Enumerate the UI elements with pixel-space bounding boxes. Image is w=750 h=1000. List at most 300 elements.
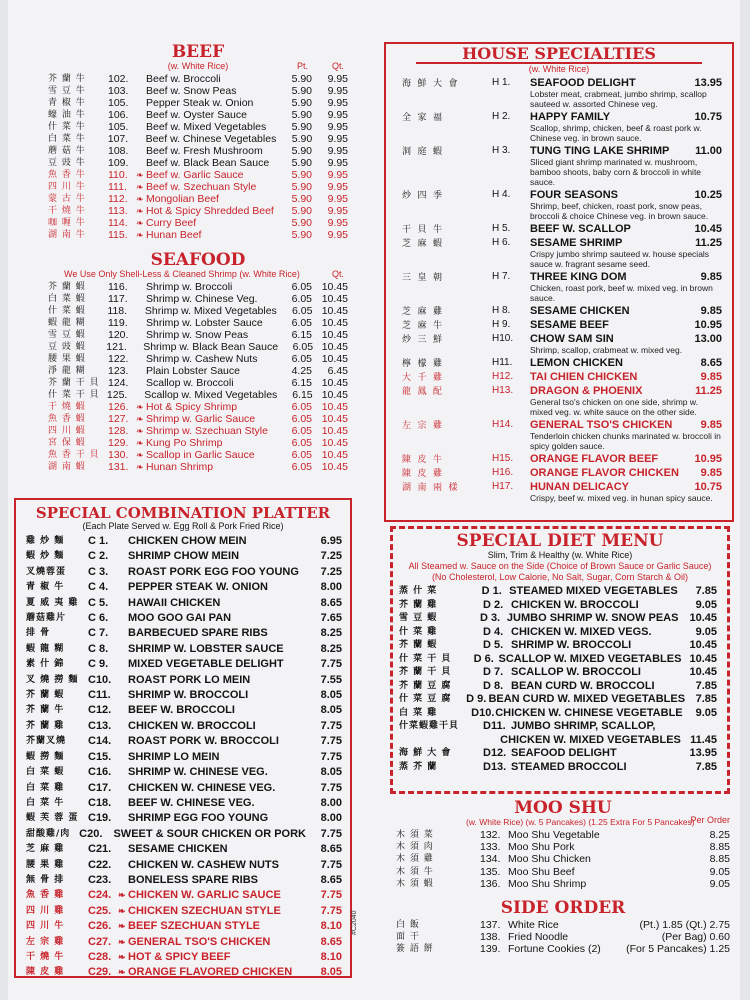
item-number: H13. [492, 385, 514, 396]
item-name: HOT & SPICY BEEF [128, 950, 231, 963]
item-name: SHRIMP W. BROCCOLI [511, 639, 632, 651]
beef-item [48, 217, 348, 229]
item-price: 10.45 [689, 652, 717, 665]
item-price-pint: 6.05 [291, 413, 312, 425]
item-chinese-name: 木 須 菜 [396, 830, 434, 840]
item-chinese-name: 素 什 錦 [26, 659, 65, 670]
item-name: Beef w. Oyster Sauce [146, 109, 247, 121]
item-number: D 9. [466, 693, 487, 705]
item-chinese-name: 四 川 雞 [26, 905, 65, 916]
item-chinese-name: 芝 麻 牛 [402, 320, 445, 330]
item-price: 9.05 [695, 706, 717, 719]
item-price-pint: 6.15 [291, 377, 312, 389]
combo-subtitle: (Each Plate Served w. Egg Roll & Pork Fried Rice) [82, 521, 284, 531]
beef-item [48, 73, 348, 85]
item-price: 11.25 [695, 237, 722, 249]
item-price: 9.05 [709, 877, 730, 890]
item-title-row [530, 111, 722, 123]
item-price-quart: 10.45 [321, 293, 348, 305]
house-item [402, 145, 722, 187]
item-number: C26. [88, 920, 112, 933]
item-price-pint: 5.90 [291, 85, 312, 97]
item-chinese-name: 炒 四 季 [402, 190, 445, 200]
item-name: SESAME CHICKEN [128, 843, 228, 856]
item-name: CHICKEN W. BROCCOLI [511, 598, 639, 611]
item-chinese-name: 蠔 油 牛 [48, 110, 86, 120]
item-name: BEAN CURD W. MIXED VEGETABLES [488, 693, 686, 705]
item-chinese-name: 青 椒 牛 [48, 98, 86, 108]
item-price-pint: 5.90 [291, 181, 312, 193]
diet-item [399, 639, 717, 653]
combo-item [26, 719, 342, 734]
item-chinese-name: 蝦 芙 蓉 蛋 [26, 813, 79, 824]
seafood-item [48, 317, 348, 329]
item-number: C16. [88, 766, 112, 779]
beef-item [48, 133, 348, 145]
diet-item [399, 680, 717, 694]
item-description: Sliced giant shrimp marinated w. mushroom, bamboo shoots, baby corn & broccoli in white sauce. [530, 157, 702, 187]
combo-item [26, 827, 342, 842]
item-name: Scallop in Garlic Sauce [146, 449, 255, 461]
item-price: (For 5 Pancakes) 1.25 [626, 943, 730, 956]
house-subtitle: (w. White Rice) [528, 64, 590, 74]
item-title-row [530, 189, 722, 201]
item-number: 106. [108, 109, 129, 121]
combo-item [26, 765, 342, 780]
item-chinese-name: 干 燒 牛 [26, 951, 65, 962]
item-price-quart: 10.45 [321, 461, 348, 473]
item-chinese-name: 大 千 雞 [402, 372, 445, 382]
item-price: 8.85 [709, 841, 730, 854]
house-item [402, 419, 722, 451]
item-name: TUNG TING LAKE SHRIMP [530, 145, 670, 157]
item-price: 7.75 [320, 735, 342, 748]
item-title-row [530, 77, 722, 89]
item-price: 7.75 [320, 904, 342, 917]
item-name: CHICKEN W. CHINESE VEGETABLE [495, 706, 683, 719]
item-chinese-name: 四 川 蝦 [48, 426, 86, 436]
item-price-quart: 10.45 [321, 305, 348, 317]
item-name: CHICKEN W. CASHEW NUTS [128, 858, 279, 871]
item-chinese-name: 湖 南 兩 樣 [402, 482, 460, 492]
item-name: CHICKEN W. CHINESE VEG. [128, 781, 276, 794]
item-name: Moo Shu Vegetable [508, 829, 600, 841]
seafood-list [48, 281, 348, 473]
hot-spicy-icon: ❧ [118, 905, 126, 916]
item-chinese-name: 湖 南 牛 [48, 230, 86, 240]
item-name: SHRIMP CHOW MEIN [128, 550, 240, 563]
item-name: Shrimp w. Snow Peas [146, 329, 249, 341]
item-price-pint: 6.05 [291, 281, 312, 293]
item-price-pint: 6.05 [291, 461, 312, 473]
diet-item [399, 707, 717, 721]
item-title-row [530, 271, 722, 283]
item-name: SHRIMP W. LOBSTER SAUCE [128, 642, 284, 655]
item-number: H11. [492, 357, 513, 368]
combo-item [26, 904, 342, 919]
item-title-row [530, 237, 722, 249]
item-price: 9.85 [700, 467, 722, 479]
seafood-item [48, 281, 348, 293]
item-number: D 2. [483, 598, 504, 611]
item-number: 138. [480, 931, 501, 944]
item-price-quart: 9.95 [327, 145, 348, 157]
item-number: C 3. [88, 565, 109, 578]
item-title-row [530, 305, 722, 317]
item-price: 7.75 [320, 827, 342, 840]
item-price-pint: 5.90 [291, 109, 312, 121]
item-number: C23. [88, 873, 112, 886]
item-name: BEEF W. BROCCOLI [128, 704, 235, 717]
item-price-pint: 4.25 [291, 365, 312, 377]
item-title-row [530, 223, 722, 235]
item-name: CHICKEN W. GARLIC SAUCE [128, 889, 281, 902]
item-price-pint: 5.90 [291, 169, 312, 181]
item-title-row [530, 357, 722, 369]
house-title: HOUSE SPECIALTIES [462, 44, 656, 63]
item-chinese-name: 左 宗 雞 [402, 420, 445, 430]
hot-spicy-icon: ❧ [136, 218, 144, 228]
item-chinese-name: 魚 香 雞 [26, 890, 65, 901]
item-name: Beef w. Fresh Mushroom [146, 145, 263, 157]
combo-item [26, 796, 342, 811]
mooshu-title: MOO SHU [514, 798, 612, 818]
combo-item [26, 596, 342, 611]
combo-item [26, 965, 342, 980]
item-price: 7.75 [320, 889, 342, 902]
item-name: SEAFOOD DELIGHT [511, 747, 617, 759]
item-name: Beef w. Snow Peas [146, 85, 237, 97]
item-price: 8.00 [320, 812, 342, 825]
item-number: C15. [88, 750, 112, 763]
item-chinese-name: 魚 香 蝦 [48, 414, 86, 424]
item-number: C24. [88, 889, 112, 902]
combo-item [26, 858, 342, 873]
item-name: Curry Beef [146, 217, 197, 229]
item-name: HAPPY FAMILY [530, 111, 611, 123]
item-number: H 7. [492, 271, 511, 282]
item-price: 7.65 [320, 612, 342, 625]
diet-item [399, 612, 717, 626]
item-description: Scallop, shrimp, chicken, beef & roast pork w. Chinese veg. in brown sauce. [530, 123, 702, 143]
item-chinese-name: 雪 豆 牛 [48, 86, 86, 96]
item-chinese-name: 雪 豆 蝦 [399, 613, 438, 623]
item-price-quart: 9.95 [327, 217, 348, 229]
item-number: D 5. [483, 639, 504, 651]
item-price: 7.75 [320, 750, 342, 763]
item-price-quart: 9.95 [327, 109, 348, 121]
item-name: DRAGON & PHOENIX [530, 385, 643, 397]
item-name: TAI CHIEN CHICKEN [530, 371, 638, 383]
item-number: 130. [108, 449, 129, 461]
item-name: JUMBO SHRIMP W. SNOW PEAS [506, 612, 679, 624]
hot-spicy-icon: ❧ [136, 462, 144, 472]
house-list [386, 77, 732, 503]
item-price-pint: 5.90 [291, 229, 312, 241]
item-chinese-name: 海 鮮 大 會 [402, 78, 460, 88]
item-name: MIXED VEGETABLE DELIGHT [128, 658, 284, 671]
item-number: D 8. [483, 679, 504, 692]
diet-subtitle-3: (No Cholesterol, Low Calorie, No Salt, Sugar, Corn Starch & Oil) [431, 572, 689, 582]
item-price: 13.00 [694, 333, 722, 345]
item-name: Hunan Shrimp [146, 461, 214, 473]
seafood-item [48, 461, 348, 473]
item-number: C25. [88, 904, 112, 917]
house-item [402, 111, 722, 143]
item-number: 102. [108, 73, 129, 85]
item-number: D 7. [483, 666, 504, 678]
diet-list [393, 583, 727, 774]
item-name: Moo Shu Chicken [508, 853, 591, 866]
item-name: ROAST PORK W. BROCCOLI [128, 735, 279, 748]
item-number: 103. [108, 85, 129, 97]
item-price-quart: 9.95 [327, 181, 348, 193]
item-number: 135. [480, 865, 501, 878]
item-number: H 4. [492, 189, 511, 200]
item-name: White Rice [508, 919, 559, 931]
item-price-quart: 9.95 [327, 97, 348, 109]
item-price-pint: 6.05 [291, 449, 312, 461]
item-number: H14. [492, 419, 514, 430]
item-number: C17. [88, 781, 112, 794]
hot-spicy-icon: ❧ [136, 206, 144, 216]
item-name: Beef w. Mixed Vegetables [146, 121, 267, 133]
item-price: 8.65 [320, 843, 342, 856]
item-price: 8.00 [320, 796, 342, 809]
hot-spicy-icon: ❧ [136, 182, 144, 192]
item-name: SCALLOP W. MIXED VEGETABLES [498, 652, 682, 665]
item-chinese-name: 排 骨 [26, 628, 51, 639]
hot-spicy-icon: ❧ [118, 951, 126, 962]
item-chinese-name: 蒸 芥 蘭 [399, 761, 438, 772]
combo-item [26, 950, 342, 965]
seafood-item [48, 437, 348, 449]
item-name: Shrimp w. Broccoli [146, 281, 233, 293]
item-name: SEAFOOD DELIGHT [530, 77, 636, 89]
item-name: SESAME SHRIMP [530, 237, 623, 249]
item-name: Shrimp w. Cashew Nuts [146, 353, 258, 365]
item-chinese-name: 腰 果 雞 [26, 859, 65, 870]
item-price-pint: 5.90 [291, 97, 312, 109]
side-item [396, 943, 730, 955]
item-name: Shrimp w. Szechuan Style [146, 425, 268, 437]
combo-item [26, 549, 342, 564]
hot-spicy-icon: ❧ [136, 426, 144, 436]
item-number: C12. [88, 704, 112, 717]
item-number: C11. [88, 689, 111, 702]
item-number: 122. [108, 353, 129, 365]
item-number: H 3. [492, 145, 511, 156]
item-name: FOUR SEASONS [530, 189, 619, 201]
beef-item [48, 97, 348, 109]
item-number: D12. [483, 747, 507, 759]
diet-item [399, 653, 717, 667]
item-number: C22. [88, 858, 112, 871]
item-price: 10.95 [694, 453, 722, 465]
item-name: GENERAL TSO'S CHICKEN [530, 419, 673, 431]
item-chinese-name: 白 菜 雞 [26, 782, 65, 793]
item-name: Hot & Spicy Shredded Beef [146, 205, 274, 217]
item-number: H 2. [492, 111, 511, 122]
seafood-subtitle: We Use Only Shell-Less & Cleaned Shrimp (w. White Rice) [64, 269, 300, 279]
item-number: 128. [108, 425, 129, 437]
item-price-pint: 5.90 [291, 121, 312, 133]
item-name: CHICKEN W. MIXED VEGS. [511, 625, 652, 638]
hot-spicy-icon: ❧ [136, 194, 144, 204]
item-number: C 4. [88, 581, 109, 594]
item-price-quart: 9.95 [327, 157, 348, 169]
item-name: SWEET & SOUR CHICKEN OR PORK [113, 827, 306, 840]
item-price: 7.75 [320, 719, 342, 732]
item-chinese-name: 干 貝 牛 [402, 224, 445, 234]
item-price: 7.75 [320, 781, 342, 794]
seafood-title: SEAFOOD [150, 250, 246, 270]
item-price-quart: 9.95 [327, 121, 348, 133]
item-number: 123. [108, 365, 129, 377]
item-number: D 1. [481, 585, 502, 597]
item-price: 10.75 [694, 111, 722, 123]
item-number: C 1. [88, 535, 109, 547]
item-number: 105. [108, 97, 129, 109]
item-chinese-name: 白 飯 [396, 920, 420, 930]
mooshu-item [396, 829, 730, 841]
item-price: 11.00 [695, 145, 722, 157]
combo-item [26, 703, 342, 718]
item-number: 111. [108, 181, 127, 193]
item-name: PEPPER STEAK W. ONION [128, 581, 268, 594]
item-price-quart: 10.45 [321, 389, 348, 401]
beef-list [48, 73, 348, 241]
item-price: 9.05 [709, 865, 730, 878]
item-name: ROAST PORK LO MEIN [128, 673, 251, 686]
item-chinese-name: 白 菜 牛 [48, 134, 86, 144]
item-title-row [530, 419, 722, 431]
item-number: 118. [107, 305, 127, 317]
item-price: 9.85 [700, 419, 722, 431]
item-chinese-name: 海 鮮 大 會 [399, 748, 452, 758]
item-name: BONELESS SPARE RIBS [128, 873, 258, 886]
house-item [402, 467, 722, 479]
seafood-item [48, 365, 348, 377]
item-number: 120. [108, 329, 129, 341]
beef-item [48, 85, 348, 97]
seafood-item [48, 353, 348, 365]
item-chinese-name: 四 川 牛 [26, 921, 65, 932]
item-name: Hot & Spicy Shrimp [146, 401, 238, 413]
item-number: 119. [108, 317, 128, 329]
item-name: STEAMED MIXED VEGETABLES [509, 585, 678, 597]
combo-item [26, 534, 342, 549]
item-chinese-name: 三 皇 朝 [402, 272, 445, 282]
item-number: C10. [88, 673, 112, 686]
item-name: CHICKEN W. BROCCOLI [128, 719, 256, 732]
item-chinese-name: 豆 豉 牛 [48, 158, 86, 168]
item-number: C29. [88, 966, 112, 979]
item-chinese-name: 宮 保 蝦 [48, 438, 86, 448]
item-number: C27. [88, 935, 112, 948]
item-number: C 6. [88, 612, 109, 625]
house-item [402, 385, 722, 417]
item-price: 9.85 [700, 305, 722, 317]
item-price: 13.95 [689, 747, 717, 759]
item-price: 10.75 [694, 481, 722, 493]
item-price-quart: 9.95 [327, 229, 348, 241]
item-name: SHRIMP LO MEIN [128, 750, 220, 763]
item-price-pint: 6.15 [292, 389, 313, 401]
item-title-row [530, 385, 722, 397]
item-number: 105. [108, 121, 129, 133]
combo-item [26, 611, 342, 626]
item-chinese-name: 青 椒 牛 [26, 582, 65, 593]
item-price: 11.45 [690, 733, 717, 746]
item-number: 109. [108, 157, 129, 169]
hot-spicy-icon: ❧ [136, 438, 144, 448]
item-chinese-name: 芥 蘭 牛 [26, 705, 65, 716]
item-price-quart: 10.45 [321, 425, 348, 437]
item-price: 8.25 [320, 627, 342, 640]
seafood-item [48, 389, 348, 401]
diet-title: SPECIAL DIET MENU [456, 531, 664, 551]
house-item [402, 189, 722, 221]
beef-item [48, 229, 348, 241]
item-chinese-name: 木 須 牛 [396, 866, 434, 877]
beef-item [48, 205, 348, 217]
item-chinese-name: 蘑 菇 牛 [48, 146, 86, 156]
beef-item [48, 193, 348, 205]
hot-spicy-icon: ❧ [118, 936, 126, 947]
item-chinese-name: 魚 香 干 貝 [48, 450, 100, 460]
beef-item [48, 157, 348, 169]
item-price-quart: 9.95 [327, 193, 348, 205]
diet-subtitle-1: Slim, Trim & Healthy (w. White Rice) [487, 550, 633, 560]
item-price: 7.85 [695, 679, 717, 692]
item-name: BEAN CURD W. BROCCOLI [511, 679, 655, 692]
item-price: (Per Bag) 0.60 [661, 931, 730, 944]
item-number: 114. [108, 217, 128, 229]
item-price: 8.00 [320, 581, 342, 594]
combo-item [26, 750, 342, 765]
item-chinese-name: 無 骨 排 [26, 874, 65, 885]
side-title: SIDE ORDER [500, 898, 626, 918]
item-name: GENERAL TSO'S CHICKEN [128, 935, 271, 948]
item-number: 132. [480, 829, 501, 841]
item-name: Beef w. Black Bean Sauce [146, 157, 270, 169]
item-number: D 6. [473, 652, 494, 665]
item-number: H10. [492, 333, 514, 344]
item-chinese-name: 甜酸雞/肉 [26, 828, 71, 839]
beef-section [48, 44, 348, 241]
item-number: 137. [480, 919, 501, 931]
item-price: 8.05 [320, 689, 342, 702]
item-name: Beef w. Broccoli [146, 73, 221, 85]
house-item [402, 371, 722, 383]
item-chinese-name: 什 菜 豆 腐 [399, 694, 452, 704]
item-price-quart: 9.95 [327, 73, 348, 85]
item-name: Plain Lobster Sauce [146, 365, 240, 377]
hot-spicy-icon: ❧ [118, 890, 126, 901]
item-chinese-name: 陳 皮 雞 [26, 967, 65, 978]
item-number: D13. [483, 760, 507, 773]
item-description: Chicken, roast pork, beef w. mixed veg. in brown sauce. [530, 283, 713, 303]
hot-spicy-icon: ❧ [136, 450, 144, 460]
item-price-pint: 6.15 [291, 329, 312, 341]
item-chinese-name: 芥 蘭 蝦 [26, 690, 65, 701]
item-number: D10. [471, 706, 495, 719]
combo-item [26, 873, 342, 888]
item-price: 8.25 [320, 642, 342, 655]
item-number: D11. [483, 720, 506, 732]
item-price-quart: 10.45 [321, 413, 348, 425]
